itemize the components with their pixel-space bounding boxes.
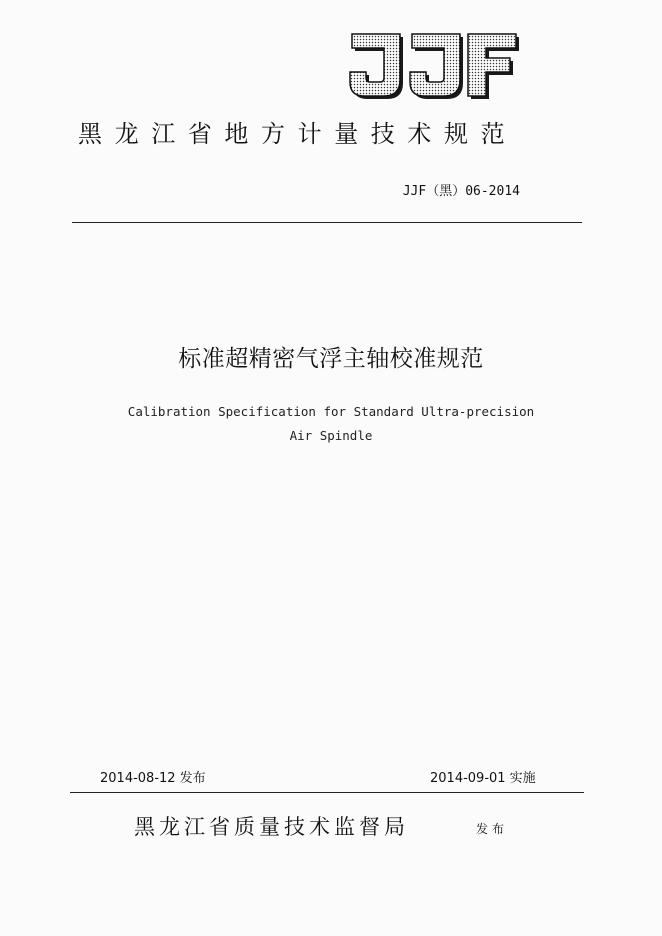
document-title-english-line-2: Air Spindle (289, 428, 373, 443)
footer-divider (70, 792, 584, 793)
publisher-name: 黑龙江省质量技术监督局 (134, 815, 409, 839)
standard-number: JJF（黑）06-2014 (402, 184, 520, 199)
standard-type: 黑龙江省地方计量技术规范 (78, 120, 518, 148)
document-title-chinese: 标准超精密气浮主轴校准规范 (178, 346, 484, 372)
jjf-logo (344, 26, 524, 104)
header-divider (72, 222, 582, 223)
document-title-english-line-1: Calibration Specification for Standard Ultra-precision (127, 404, 535, 419)
issue-date: 2014-08-12 发布 (100, 771, 206, 786)
implementation-date: 2014-09-01 实施 (430, 771, 536, 786)
publisher-suffix: 发布 (476, 822, 509, 836)
document-title-english (0, 400, 662, 448)
